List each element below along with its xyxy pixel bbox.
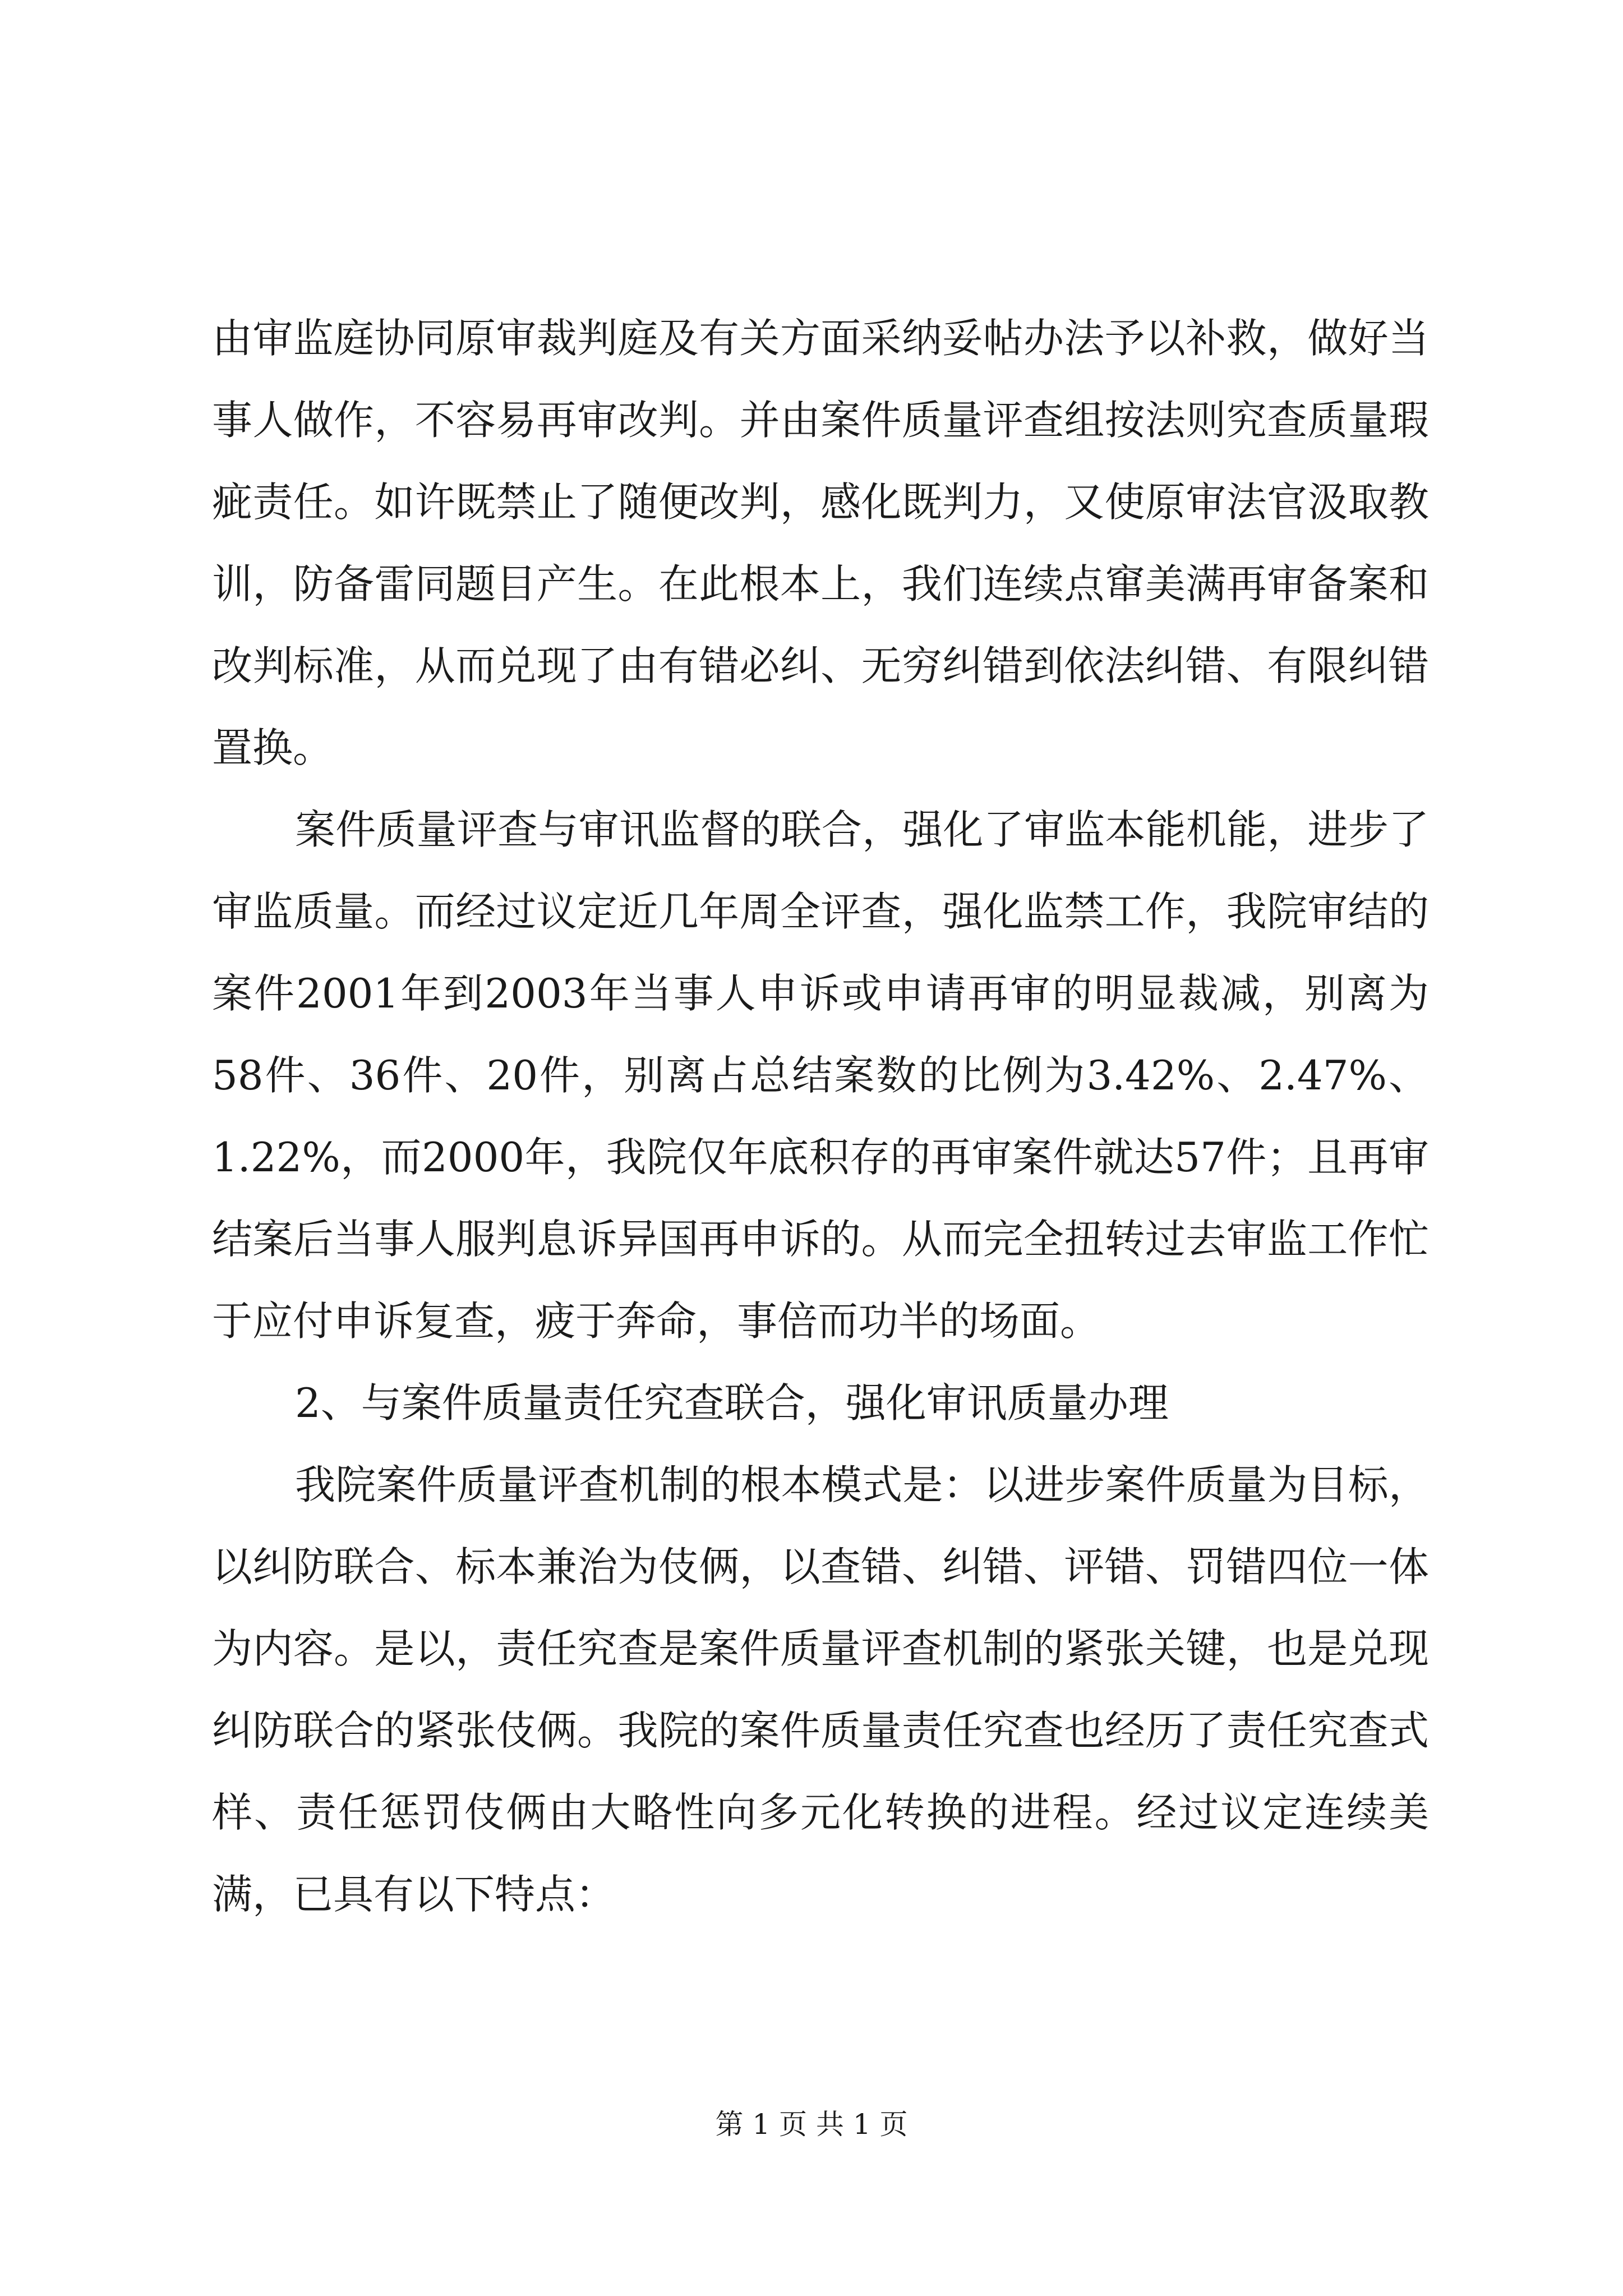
paragraph-mechanism: 我院案件质量评查机制的根本模式是：以进步案件质量为目标，以纠防联合、标本兼治为伎俩，以查错、纠错、评错、罚错四位一体为内容。是以，责任究查是案件质量评查机制的紧张关键，也是兑现纠防联合的紧张伎俩。我院的案件质量责任究查也经历了责任究查式样、责任惩罚伎俩由大略性向多元化转换的进程。经过议定连续美满，已具有以下特点：	[212, 1461, 1429, 1918]
document-body	[212, 297, 1429, 1935]
paragraph-review-results: 案件质量评查与审讯监督的联合，强化了审监本能机能，进步了审监质量。而经过议定近几年周全评查，强化监禁工作，我院审结的案件2001年到2003年当事人申诉或申请再审的明显裁减，别离为58件、36件、20件，别离占总结案数的比例为3.42%、2.47%、1.22%，而2000年，我院仅年底积存的再审案件就达57件；且再审结案后当事人服判息诉异国再申诉的。从而完全扭转过去审监工作忙于应付申诉复查，疲于奔命，事倍而功半的场面。	[212, 806, 1429, 1345]
paragraph-continuation: 由审监庭协同原审裁判庭及有关方面采纳妥帖办法予以补救，做好当事人做作，不容易再审改判。并由案件质量评查组按法则究查质量瑕疵责任。如许既禁止了随便改判，感化既判力，又使原审法官汲取教训，防备雷同题目产生。在此根本上，我们连续点窜美满再审备案和改判标准，从而兑现了由有错必纠、无穷纠错到依法纠错、有限纠错置换。	[212, 315, 1429, 771]
section-heading: 2、与案件质量责任究查联合，强化审讯质量办理	[295, 1379, 1169, 1427]
page-footer: 第 1 页 共 1 页	[715, 2108, 908, 2141]
